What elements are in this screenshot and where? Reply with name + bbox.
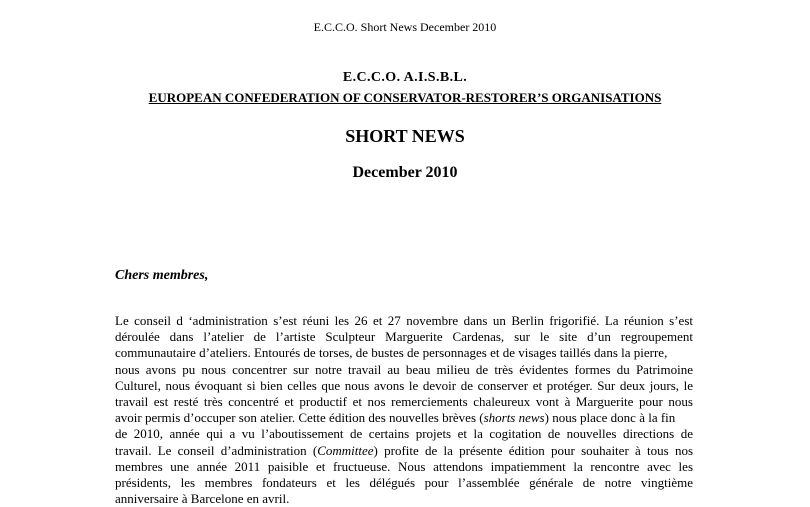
line-text: ) profite de la présente édition pour souhaiter à tous nos [373,442,693,458]
organisation-abbreviation: E.C.C.O. A.I.S.B.L. [342,70,468,85]
line-text: travail est resté très concentré et productif et nos remerciements chaleureux vont à Marguerite pour nous [115,394,693,410]
line-text: communautaire d’ateliers. Entourés de torses, de bustes de personnages et de visages taillés dans la pierre, [115,345,668,361]
paragraph-line [115,426,693,442]
paragraph-line [115,313,693,329]
paragraph-line [115,329,693,345]
paragraph-line [115,394,693,410]
paragraph-line [115,459,693,475]
line-text: déroulée dans l’atelier de l’artiste Sculpteur Marguerite Cardenas, sur le site d’un regroupement [115,329,693,345]
paragraph-line [115,410,693,426]
organisation-full-name: EUROPEAN CONFEDERATION OF CONSERVATOR-RESTORER’S ORGANISATIONS [148,90,662,105]
line-emphasis: shorts news [483,410,545,426]
paragraph-line [115,345,693,361]
paragraph-line [115,491,693,507]
line-text: Le conseil d ‘administration s’est réuni les 26 et 27 novembre dans un Berlin frigorifié. La réunion s’est [115,313,693,328]
document-title: SHORT NEWS [345,126,465,146]
line-text: anniversaire à Barcelone en avril. [115,491,290,507]
line-emphasis: Committee [317,442,374,458]
line-text: membres une année 2011 paisible et fructueuse. Nous attendons impatiemment la rencontre avec les [115,458,693,474]
line-text: Culturel, nous évoquant si bien celles que nous avons le devoir de conserver et protéger. Sur deux jours, le [115,377,693,393]
paragraph-line [115,475,693,491]
line-text: ) nous place donc à la fin [544,410,676,426]
line-text: travail. Le conseil d’administration ( [115,442,318,458]
paragraph-line [115,362,693,378]
line-text: avoir permis d’occuper son atelier. Cette édition des nouvelles brèves ( [115,410,484,426]
salutation: Chers membres, [115,268,209,283]
body-paragraph [115,313,693,507]
document-date: December 2010 [352,164,458,181]
running-header: E.C.C.O. Short News December 2010 [313,20,497,34]
line-text: présidents, les membres fondateurs et les délégués pour l’assemblée générale de notre vingtième [115,475,693,491]
line-text: de 2010, année qui a vu l’aboutissement de certains projets et la cogitation de nouvelles directions de [115,426,693,442]
paragraph-line [115,443,693,459]
paragraph-line [115,378,693,394]
line-text: nous avons pu nous concentrer sur notre travail au beau milieu de très évidentes formes du Patrimoine [115,361,693,377]
